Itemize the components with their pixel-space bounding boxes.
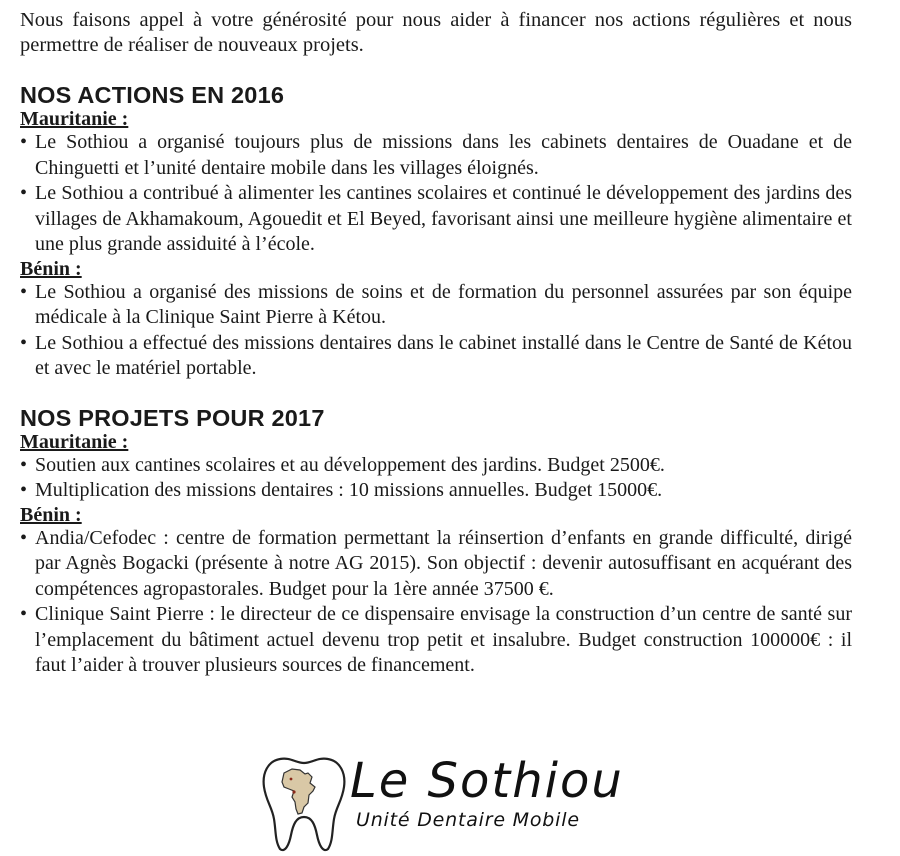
list-item: • Le Sothiou a organisé toujours plus de missions dans les cabinets dentaires de Ouadane et de Chinguetti et l’unité dentaire mobile dans les villages éloignés. [20, 130, 852, 181]
projects-2017-section [20, 405, 852, 679]
list-item: • Le Sothiou a effectué des missions dentaires dans le cabinet installé dans le Centre de Santé de Kétou et avec le matériel portable. [20, 331, 852, 382]
projects-mauritanie-list [20, 453, 852, 504]
projects-benin-list [20, 526, 852, 679]
country-heading-benin: Bénin : [20, 503, 82, 526]
section-title-projects-2017: NOS PROJETS POUR 2017 [20, 404, 325, 431]
actions-2016-section [20, 82, 852, 382]
document-page [20, 8, 852, 679]
section-title-actions-2016: NOS ACTIONS EN 2016 [20, 82, 285, 108]
list-item: • Multiplication des missions dentaires : 10 missions annuelles. Budget 15000€. [20, 478, 852, 504]
list-item: • Soutien aux cantines scolaires et au développement des jardins. Budget 2500€. [20, 453, 852, 479]
list-item: • Andia/Cefodec : centre de formation permettant la réinsertion d’enfants en grande difficulté, dirigé par Agnès Bogacki (présente à notre AG 2015). Son objectif : devenir autosuffisant en acquérant des compétences agropastorales. Budget pour la 1ère année 37500 €. [20, 526, 852, 603]
actions-benin-list [20, 280, 852, 382]
intro-paragraph: Nous faisons appel à votre générosité pour nous aider à financer nos actions régulières et nous permettre de réaliser de nouveaux projets. [20, 9, 852, 56]
tooth-africa-icon [258, 753, 350, 853]
list-item: • Le Sothiou a organisé des missions de soins et de formation du personnel assurées par son équipe médicale à la Clinique Saint Pierre à Kétou. [20, 280, 852, 331]
country-heading-benin: Bénin : [20, 257, 82, 280]
logo-tagline: Unité Dentaire Mobile [356, 809, 580, 831]
country-heading-mauritanie: Mauritanie : [20, 430, 129, 453]
actions-mauritanie-list [20, 130, 852, 258]
country-heading-mauritanie: Mauritanie : [20, 108, 129, 130]
logo-title: Le Sothiou [350, 753, 624, 809]
le-sothiou-logo [258, 753, 638, 848]
list-item: • Le Sothiou a contribué à alimenter les cantines scolaires et continué le développement des jardins des villages de Akhamakoum, Agouedit et El Beyed, favorisant ainsi une meilleure hygiène alimentaire et une plus grande assiduité à l’école. [20, 181, 852, 258]
list-item: • Clinique Saint Pierre : le directeur de ce dispensaire envisage la construction d’un centre de santé sur l’emplacement du bâtiment actuel devenu trop petit et insalubre. Budget construction 100000€ : il faut l’aider à trouver plusieurs sources de financement. [20, 602, 852, 679]
